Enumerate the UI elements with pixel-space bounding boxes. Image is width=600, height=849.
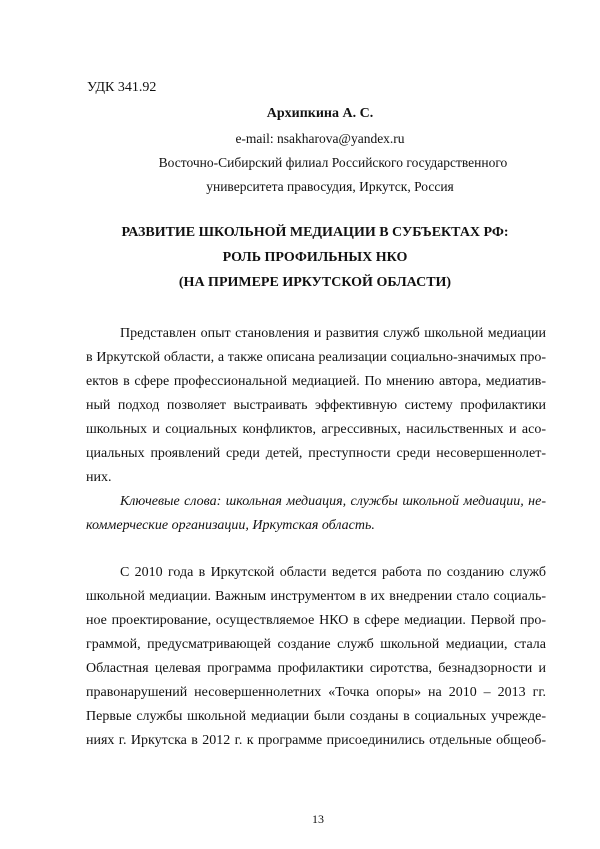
abstract-line: циальных проявлений среди детей, преступности среди несовершеннолет- bbox=[86, 446, 546, 461]
abstract-line: ный подход позволяет выстраивать эффективную систему профилактики bbox=[86, 398, 546, 413]
keywords-line: Ключевые слова: школьная медиация, службы школьной медиации, не- bbox=[120, 494, 546, 509]
body-line: ниях г. Иркутска в 2012 г. к программе присоединились отдельные общеоб- bbox=[86, 733, 546, 748]
body-line: ное проектирование, осуществляемое НКО в сфере медиации. Первой про- bbox=[86, 613, 546, 628]
abstract-paragraph bbox=[86, 322, 546, 490]
keywords-paragraph bbox=[86, 490, 546, 538]
body-line: Областная целевая программа профилактики сиротства, безнадзорности и bbox=[86, 661, 546, 676]
abstract-line: ектов в сфере профессиональной медиацией. По мнению автора, медиатив- bbox=[86, 374, 546, 389]
abstract-line: Представлен опыт становления и развития служб школьной медиации bbox=[120, 326, 546, 341]
page-number: 13 bbox=[312, 812, 324, 826]
author-name: Архипкина А. С. bbox=[266, 106, 374, 121]
affiliation-line-1: Восточно-Сибирский филиал Российского государственного bbox=[158, 155, 508, 170]
body-line: Первые службы школьной медиации были созданы в социальных учрежде- bbox=[86, 709, 546, 724]
author-email: e-mail: nsakharova@yandex.ru bbox=[235, 131, 405, 146]
body-paragraph bbox=[86, 561, 546, 753]
abstract-line: школьных и социальных конфликтов, агрессивных, насильственных и асо- bbox=[86, 422, 546, 437]
title-line-1: РАЗВИТИЕ ШКОЛЬНОЙ МЕДИАЦИИ В СУБЪЕКТАХ РФ: bbox=[121, 225, 509, 240]
body-line: С 2010 года в Иркутской области ведется работа по созданию служб bbox=[120, 565, 546, 580]
affiliation-line-2: университета правосудия, Иркутск, Россия bbox=[206, 179, 454, 194]
abstract-line: них. bbox=[86, 470, 112, 485]
udk-code: УДК 341.92 bbox=[87, 80, 157, 95]
title-line-2: РОЛЬ ПРОФИЛЬНЫХ НКО bbox=[222, 250, 408, 265]
abstract-line: в Иркутской области, а также описана реализации социально-значимых про- bbox=[86, 350, 546, 365]
body-line: школьной медиации. Важным инструментом в их внедрении стало социаль- bbox=[86, 589, 546, 604]
body-line: правонарушений несовершеннолетних «Точка опоры» на 2010 – 2013 гг. bbox=[86, 685, 546, 700]
title-line-3: (НА ПРИМЕРЕ ИРКУТСКОЙ ОБЛАСТИ) bbox=[178, 275, 452, 290]
body-line: граммой, предусматривающей создание служб школьной медиации, стала bbox=[86, 637, 546, 652]
article-title bbox=[0, 220, 600, 295]
keywords-line: коммерческие организации, Иркутская область. bbox=[86, 518, 375, 533]
